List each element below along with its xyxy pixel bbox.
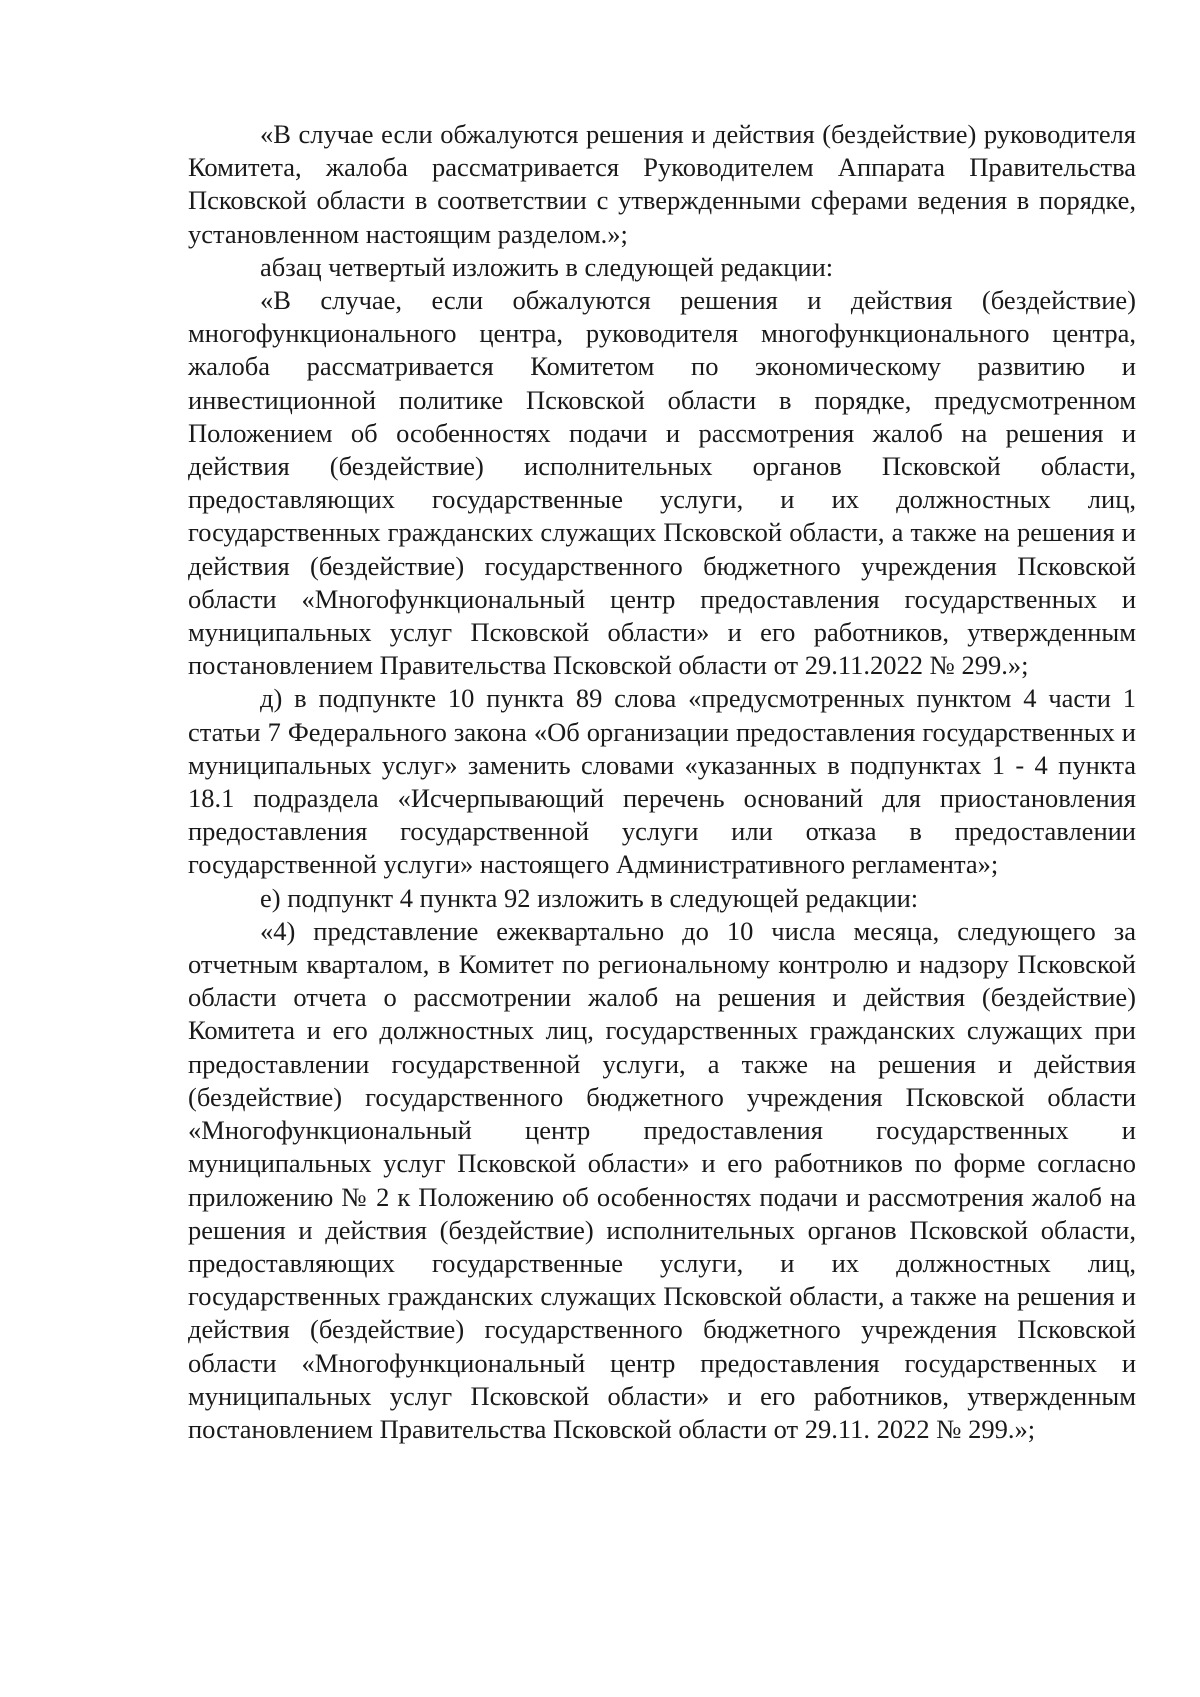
paragraph-item-e: е) подпункт 4 пункта 92 изложить в следующей редакции: — [260, 882, 919, 913]
paragraph-subitem-4: «4) представление ежеквартально до 10 числа месяца, следующего за отчетным кварталом, в Комитет по региональному контролю и надзору Псковской области отчета о рассмотрении жалоб на решения и действия (бездействие) Комитета и его должностных лиц, государственных гражданских служащих при предоставлении государственной услуги, а также на решения и действия (бездействие) государственного бюджетного учреждения Псковской области «Многофункциональный центр предоставления государственных и муниципальных услуг Псковской области» и его работников по форме согласно приложению № 2 к Положению об особенностях подачи и рассмотрения жалоб на решения и действия (бездействие) исполнительных органов Псковской области, предоставляющих государственные услуги, и их должностных лиц, государственных гражданских служащих Псковской области, а также на решения и действия (бездействие) государственного бюджетного учреждения Псковской области «Многофункциональный центр предоставления государственных и муниципальных услуг Псковской области» и его работников, утвержденным постановлением Правительства Псковской области от 29.11. 2022 № 299.»; — [188, 915, 1136, 1444]
paragraph-item-d: д) в подпункте 10 пункта 89 слова «предусмотренных пунктом 4 части 1 статьи 7 Федерального закона «Об организации предоставления государственных и муниципальных услуг» заменить словами «указанных в подпунктах 1 - 4 пункта 18.1 подраздела «Исчерпывающий перечень оснований для приостановления предоставления государственной услуги или отказа в предоставлении государственной услуги» настоящего Административного регламента»; — [188, 683, 1136, 880]
document-body — [188, 118, 1136, 1446]
paragraph-fourth-indent-instruction: абзац четвертый изложить в следующей редакции: — [260, 251, 834, 282]
paragraph-complaint-mfc: «В случае, если обжалуются решения и действия (бездействие) многофункционального центра, руководителя многофункционального центра, жалоба рассматривается Комитетом по экономическому развитию и инвестиционной политике Псковской области в порядке, предусмотренном Положением об особенностях подачи и рассмотрения жалоб на решения и действия (бездействие) исполнительных органов Псковской области, предоставляющих государственные услуги, и их должностных лиц, государственных гражданских служащих Псковской области, а также на решения и действия (бездействие) государственного бюджетного учреждения Псковской области «Многофункциональный центр предоставления государственных и муниципальных услуг Псковской области» и его работников, утвержденным постановлением Правительства Псковской области от 29.11.2022 № 299.»; — [188, 285, 1136, 681]
paragraph-complaint-committee-head: «В случае если обжалуются решения и действия (бездействие) руководителя Комитета, жалоба рассматривается Руководителем Аппарата Правительства Псковской области в соответствии с утвержденными сферами ведения в порядке, установленном настоящим разделом.»; — [188, 119, 1136, 249]
